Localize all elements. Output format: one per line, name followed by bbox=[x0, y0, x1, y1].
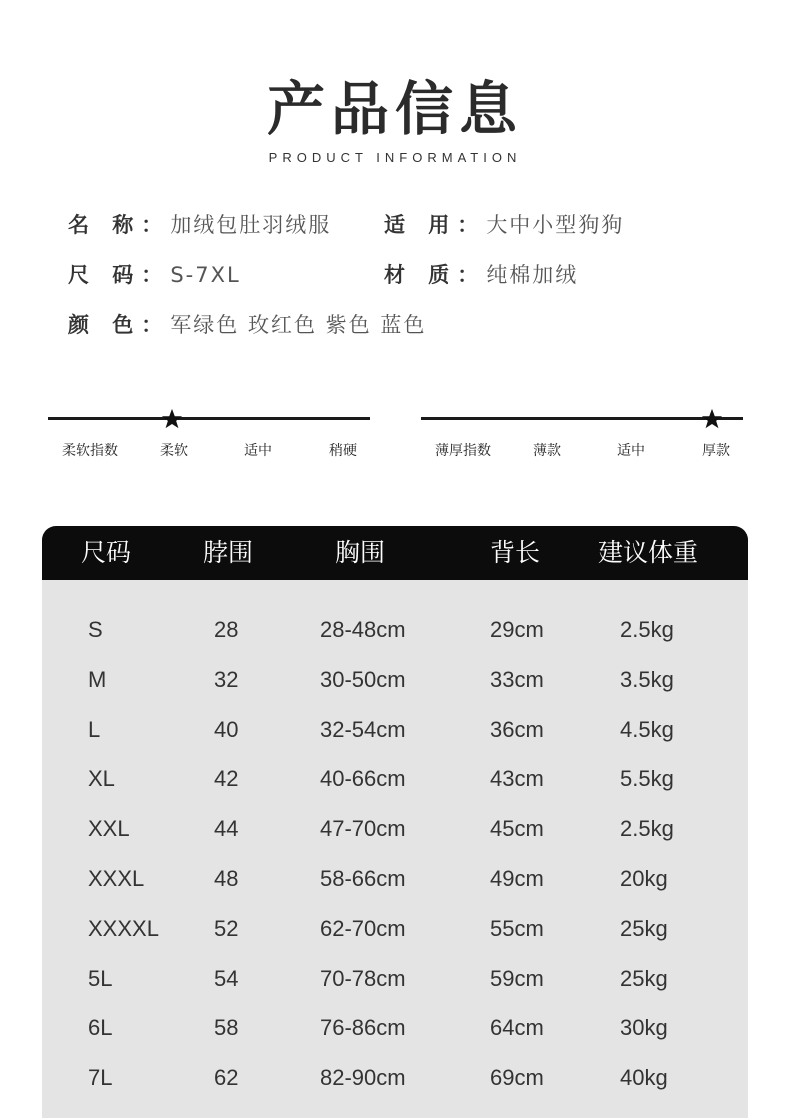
softness-scale-line bbox=[48, 417, 370, 420]
cell-size: 6L bbox=[88, 1015, 113, 1041]
thickness-option-medium: 适中 bbox=[617, 443, 645, 459]
cell-size: 5L bbox=[88, 965, 113, 991]
info-color bbox=[68, 310, 426, 340]
table-row bbox=[42, 665, 748, 697]
softness-option-medium: 适中 bbox=[244, 443, 272, 459]
info-use-value: 大中小型狗狗 bbox=[486, 213, 625, 237]
softness-option-soft: 柔软 bbox=[160, 443, 188, 459]
cell-weight: 5.5kg bbox=[620, 766, 674, 792]
cell-size: 7L bbox=[88, 1065, 113, 1091]
cell-size: XXL bbox=[88, 816, 130, 842]
cell-weight: 40kg bbox=[620, 1065, 668, 1091]
cell-weight: 20kg bbox=[620, 866, 668, 891]
thickness-option-thin: 薄款 bbox=[533, 443, 561, 459]
info-name-label: 名 称： bbox=[68, 213, 171, 237]
cell-chest: 70-78cm bbox=[320, 965, 406, 991]
cell-size: M bbox=[88, 666, 107, 692]
info-size bbox=[68, 260, 241, 290]
cell-back-length: 49cm bbox=[490, 866, 544, 891]
header-chest: 胸围 bbox=[334, 538, 386, 567]
cell-neck: 40 bbox=[214, 716, 239, 742]
cell-back-length: 43cm bbox=[490, 766, 544, 792]
cell-weight: 25kg bbox=[620, 915, 668, 941]
cell-neck: 48 bbox=[214, 866, 239, 891]
cell-weight: 2.5kg bbox=[620, 816, 674, 842]
info-size-value: S-7XL bbox=[170, 263, 241, 287]
cell-back-length: 45cm bbox=[490, 816, 544, 842]
table-row bbox=[42, 764, 748, 796]
header-size: 尺码 bbox=[80, 538, 132, 567]
cell-chest: 58-66cm bbox=[320, 866, 406, 891]
info-use bbox=[384, 210, 624, 240]
cell-size: L bbox=[88, 716, 101, 742]
cell-neck: 62 bbox=[214, 1065, 239, 1091]
table-row bbox=[42, 715, 748, 747]
cell-size: XXXL bbox=[88, 866, 145, 891]
cell-back-length: 33cm bbox=[490, 666, 544, 692]
softness-label: 柔软指数 bbox=[62, 443, 118, 459]
header-neck: 脖围 bbox=[202, 538, 254, 567]
info-color-value: 军绿色 玫红色 紫色 蓝色 bbox=[170, 313, 427, 337]
table-row bbox=[42, 615, 748, 647]
cell-neck: 42 bbox=[214, 766, 239, 792]
table-row bbox=[42, 1013, 748, 1045]
cell-weight: 3.5kg bbox=[620, 666, 674, 692]
size-table bbox=[42, 526, 748, 1118]
cell-chest: 47-70cm bbox=[320, 816, 406, 842]
cell-size: S bbox=[88, 617, 103, 642]
cell-weight: 2.5kg bbox=[620, 617, 674, 642]
cell-neck: 54 bbox=[214, 965, 239, 991]
cell-back-length: 69cm bbox=[490, 1065, 544, 1091]
cell-chest: 76-86cm bbox=[320, 1015, 406, 1041]
cell-chest: 62-70cm bbox=[320, 915, 406, 941]
cell-back-length: 29cm bbox=[490, 617, 544, 642]
cell-size: XL bbox=[88, 766, 115, 792]
cell-weight: 30kg bbox=[620, 1015, 668, 1041]
cell-neck: 32 bbox=[214, 666, 239, 692]
cell-chest: 82-90cm bbox=[320, 1065, 406, 1091]
thickness-scale-line bbox=[421, 417, 743, 420]
table-row bbox=[42, 914, 748, 946]
softness-star-icon bbox=[161, 408, 183, 430]
softness-option-hard: 稍硬 bbox=[329, 443, 357, 459]
cell-weight: 4.5kg bbox=[620, 716, 674, 742]
cell-neck: 28 bbox=[214, 617, 239, 642]
page-subtitle: PRODUCT INFORMATION bbox=[268, 150, 522, 165]
info-use-label: 适 用： bbox=[384, 213, 487, 237]
cell-chest: 30-50cm bbox=[320, 666, 406, 692]
info-material-label: 材 质： bbox=[384, 263, 487, 287]
cell-back-length: 64cm bbox=[490, 1015, 544, 1041]
cell-neck: 44 bbox=[214, 816, 239, 842]
cell-weight: 25kg bbox=[620, 965, 668, 991]
info-color-label: 颜 色： bbox=[68, 313, 171, 337]
info-material-value: 纯棉加绒 bbox=[486, 263, 579, 287]
cell-back-length: 59cm bbox=[490, 965, 544, 991]
table-row bbox=[42, 814, 748, 846]
thickness-label: 薄厚指数 bbox=[435, 443, 491, 459]
table-row bbox=[42, 964, 748, 996]
info-size-label: 尺 码： bbox=[68, 263, 171, 287]
info-name-value: 加绒包肚羽绒服 bbox=[170, 213, 332, 237]
table-row bbox=[42, 864, 748, 896]
cell-chest: 28-48cm bbox=[320, 617, 406, 642]
thickness-option-thick: 厚款 bbox=[702, 443, 730, 459]
header-back-length: 背长 bbox=[489, 538, 541, 567]
page-title: 产品信息 bbox=[266, 75, 523, 143]
header-weight: 建议体重 bbox=[597, 538, 699, 567]
cell-back-length: 55cm bbox=[490, 915, 544, 941]
cell-back-length: 36cm bbox=[490, 716, 544, 742]
cell-neck: 58 bbox=[214, 1015, 239, 1041]
thickness-star-icon bbox=[701, 408, 723, 430]
info-material bbox=[384, 260, 578, 290]
size-table-body bbox=[42, 526, 748, 1118]
info-name bbox=[68, 210, 331, 240]
cell-chest: 40-66cm bbox=[320, 766, 406, 792]
cell-size: XXXXL bbox=[88, 915, 159, 941]
cell-chest: 32-54cm bbox=[320, 716, 406, 742]
table-row bbox=[42, 1063, 748, 1095]
cell-neck: 52 bbox=[214, 915, 239, 941]
